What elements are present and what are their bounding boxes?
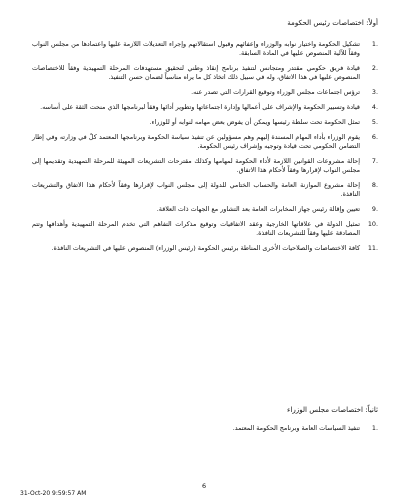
item-text: كافة الاختصاصات والصلاحيات الأخرى المناطة برئيس الحكومة (رئيس الوزراء) المنصوص عليها في التشريعات النافذة. (51, 244, 360, 252)
item-text: تمثل الحكومة تحت سلطة رئيسها ويمكن أن يفوض بعض مهامه لنوابه أو للوزراء. (149, 118, 360, 126)
item-text: قيادة فريق حكومي مقتدر ومتجانس لتنفيذ برنامج إنقاذ وطني لتحقيق مستهدفات المرحلة التمهيدية وفقاً للاختصاصات المنصوص عليها في هذا الاتفاق، وله في سبيل ذلك اتخاذ كل ما يراه مناسباً لضمان حسن التنفيذ. (32, 64, 360, 81)
section-heading-cabinet-powers: ثانياً: اختصاصات مجلس الوزراء (287, 405, 378, 414)
item-text: تنفيذ السياسات العامة وبرنامج الحكومة المعتمد. (232, 424, 360, 432)
item-number: 6. (371, 133, 378, 141)
section-heading-pm-powers: أولاً: اختصاصات رئيس الحكومة (287, 18, 378, 27)
item-text: تمثيل الدولة في علاقاتها الخارجية وعقد الاتفاقيات وتوقيع مذكرات التفاهم التي تخدم المرحلة التمهيدية وأهدافها وتتم المصادقة عليها وفقاً للتشريعات النافذة. (32, 220, 360, 237)
item-text: تشكيل الحكومة واختيار نوابه والوزراء وإعفائهم وقبول استقالاتهم وإجراء التعديلات اللازمة عليها واعتمادها من مجلس النواب وفقاً للآلية المنصوص عليها في المادة السابقة. (32, 40, 360, 57)
list-item (32, 133, 378, 151)
list-item (32, 205, 378, 214)
item-text: إحالة مشروعات القوانين اللازمة لأداء الحكومة لمهامها وكذلك مقترحات التشريعات المهيئة للمرحلة التمهيدية وتقديمها إلى مجلس النواب لإقرارها وفقاً لأحكام هذا الاتفاق. (32, 157, 360, 174)
item-number: 4. (371, 103, 378, 111)
item-text: ترؤس اجتماعات مجلس الوزراء وتوقيع القرارات التي تصدر عنه. (191, 88, 360, 96)
item-number: 9. (371, 205, 378, 213)
list-item (32, 118, 378, 127)
item-number: 10. (367, 220, 378, 228)
list-item (32, 64, 378, 82)
item-text: قيادة وتسيير الحكومة والإشراف على أعمالها وإدارة اجتماعاتها وتطوير أدائها وفقاً لبرنامجها الذي منحت الثقة على أساسه. (40, 103, 360, 111)
print-timestamp: 31-Oct-20 9:59:57 AM (20, 490, 87, 497)
cabinet-powers-list (32, 424, 378, 439)
list-item (32, 181, 378, 199)
item-number: 1. (371, 424, 378, 432)
item-number: 3. (371, 88, 378, 96)
list-item (32, 103, 378, 112)
item-number: 1. (371, 40, 378, 48)
list-item (32, 88, 378, 97)
item-number: 2. (371, 64, 378, 72)
list-item (32, 220, 378, 238)
pm-powers-list (32, 40, 378, 259)
item-text: يقوم الوزراء بأداء المهام المسندة إليهم وهم مسؤولين عن تنفيذ سياسة الحكومة وبرنامجها المعتمد كلٌ في وزارته وفي إطار التضامن الحكومي تحت قيادة وتوجيه وإشراف رئيس الحكومة. (32, 133, 360, 150)
item-text: تعيين وإقالة رئيس جهاز المخابرات العامة بعد التشاور مع الجهات ذات العلاقة. (156, 205, 360, 213)
list-item (32, 40, 378, 58)
item-number: 11. (367, 244, 378, 252)
item-number: 8. (371, 181, 378, 189)
item-number: 7. (371, 157, 378, 165)
list-item (32, 157, 378, 175)
page-number: 6 (201, 482, 207, 490)
list-item (32, 424, 378, 433)
item-text: إحالة مشروع الموازنة العامة والحساب الختامي للدولة إلى مجلس النواب لإقرارها وفقاً لأحكام هذا الاتفاق والتشريعات النافذة. (32, 181, 360, 198)
item-number: 5. (371, 118, 378, 126)
list-item (32, 244, 378, 253)
